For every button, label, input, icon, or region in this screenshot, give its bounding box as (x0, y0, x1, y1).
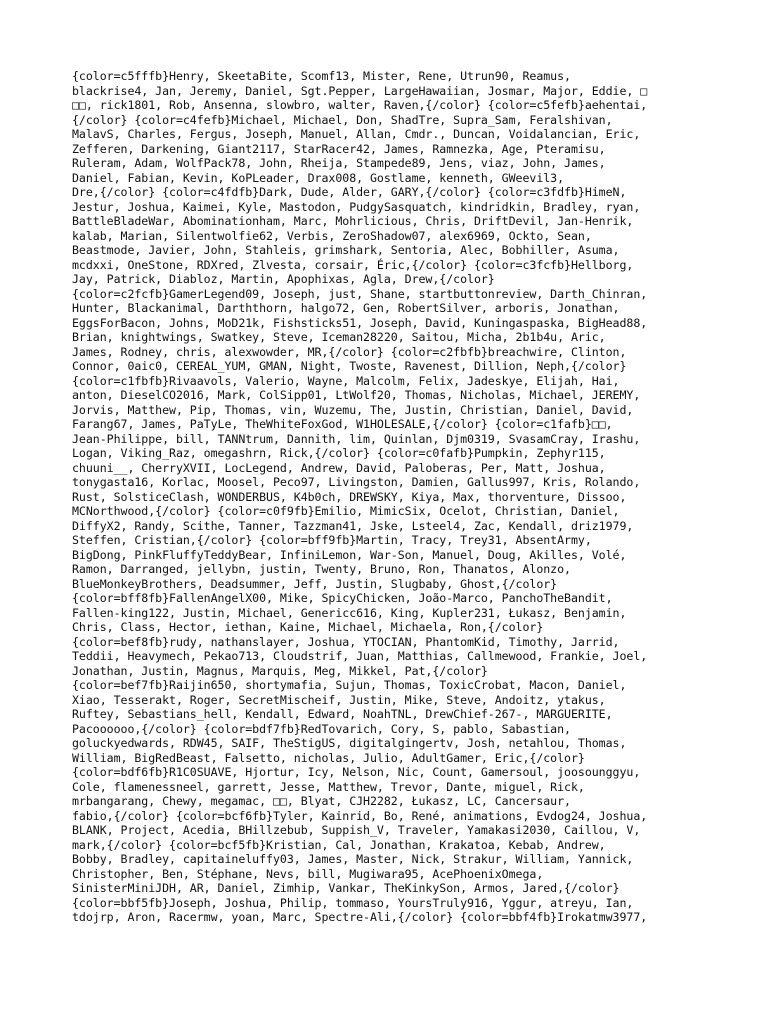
text-line: William, BigRedBeast, Falsetto, nicholas, Julio, AdultGamer, Eric,{/color} (72, 750, 585, 765)
text-line: Fallen-king122, Justin, Michael, Genericc616, King, Kupler231, Łukasz, Benjamin, (72, 605, 627, 620)
text-line: Christopher, Ben, Stéphane, Nevs, bill, Mugiwara95, AcePhoenixOmega, (72, 866, 544, 881)
text-line: BattleBladeWar, Abominationham, Marc, Mohrlicious, Chris, DriftDevil, Jan-Henrik, (72, 214, 634, 228)
text-line: chuuni__, CherryXVII, LocLegend, Andrew, David, Paloberas, Per, Matt, Joshua, (72, 460, 606, 475)
text-line: Jonathan, Justin, Magnus, Marquis, Meg, Mikkel, Pat,{/color} (72, 663, 488, 678)
text-line: {color=bef7fb}Raijin650, shortymafia, Sujun, Thomas, ToxicCrobat, Macon, Daniel, (72, 678, 627, 692)
text-line: BLANK, Project, Acedia, BHillzebub, Suppish_V, Traveler, Yamakasi2030, Caillou, V, (72, 823, 641, 837)
text-line: anton, DieselCO2016, Mark, ColSipp01, LtWolf20, Thomas, Nicholas, Michael, JEREMY, (72, 388, 641, 402)
text-line: {color=bdf6fb}R1C0SUAVE, Hjortur, Icy, Nelson, Nic, Count, Gamersoul, joosounggyu, (72, 765, 641, 779)
text-line: kalab, Marian, Silentwolfie62, Verbis, ZeroShadow07, alex6969, Ockto, Sean, (72, 228, 592, 243)
text-line: Dre,{/color} {color=c4fdfb}Dark, Dude, Alder, GARY,{/color} {color=c3fdfb}HimeN, (72, 185, 627, 199)
text-line: Steffen, Cristian,{/color} {color=bff9fb}Martin, Tracy, Trey31, AbsentArmy, (72, 533, 592, 547)
text-line: Jorvis, Matthew, Pip, Thomas, vin, Wuzemu, The, Justin, Christian, Daniel, David, (72, 402, 634, 417)
text-line: Rust, SolsticeClash, WONDERBUS, K4b0ch, DREWSKY, Kiya, Max, thorventure, Dissoo, (72, 489, 627, 504)
text-line: {color=bff8fb}FallenAngelX00, Mike, SpicyChicken, João-Marco, PanchoTheBandit, (72, 591, 613, 605)
text-line: Beastmode, Javier, John, Stahleis, grimshark, Sentoria, Alec, Bobhiller, Asuma, (72, 243, 620, 257)
text-line: SinisterMiniJDH, AR, Daniel, Zimhip, Vankar, TheKinkySon, Armos, Jared,{/color} (72, 881, 620, 895)
text-line: Xiao, Tesserakt, Roger, SecretMischeif, Justin, Mike, Steve, Andoitz, ytakus, (72, 692, 606, 707)
text-line: Farang67, James, PaTyLe, TheWhiteFoxGod, W1HOLESALE,{/color} {color=c1fafb}□□, (72, 417, 613, 431)
text-line: Jean-Philippe, bill, TANNtrum, Dannith, lim, Quinlan, Djm0319, SvasamCray, Irashu, (72, 431, 641, 446)
text-line: {color=c2fcfb}GamerLegend09, Joseph, just, Shane, startbuttonreview, Darth_Chinran, (72, 286, 648, 301)
text-line: Cole, flamenessneel, garrett, Jesse, Matthew, Trevor, Dante, miguel, Rick, (72, 779, 585, 794)
text-line: Ramon, Darranged, jellybn, justin, Twenty, Bruno, Ron, Thanatos, Alonzo, (72, 562, 571, 576)
text-line: BlueMonkeyBrothers, Deadsummer, Jeff, Justin, Slugbaby, Ghost,{/color} (72, 576, 558, 591)
text-line: Hunter, Blackanimal, Darththorn, halgo72, Gen, RobertSilver, arboris, Jonathan, (72, 301, 620, 315)
document-page (72, 69, 712, 925)
text-line: Brian, knightwings, Swatkey, Steve, Iceman28220, Saitou, Micha, 2b1b4u, Aric, (72, 330, 606, 344)
text-line: mcdxxi, OneStone, RDXred, Zlvesta, corsair, Éric,{/color} {color=c3fcfb}Hellborg, (72, 257, 634, 272)
text-line: {color=c5fffb}Henry, SkeetaBite, Scomf13, Mister, Rene, Utrun90, Reamus, (72, 69, 571, 83)
text-line: Jay, Patrick, Diabloz, Martin, Apophixas, Agla, Drew,{/color} (72, 272, 495, 286)
text-line: Zefferen, Darkening, Giant2117, StarRacer42, James, Ramnezka, Age, Pteramisu, (72, 141, 606, 156)
text-line: EggsForBacon, Johns, MoD21k, Fishsticks51, Joseph, David, Kuningaspaska, BigHead88, (72, 315, 648, 330)
text-line: MCNorthwood,{/color} {color=c0f9fb}Emilio, MimicSix, Ocelot, Christian, Daniel, (72, 504, 620, 518)
text-line: Ruftey, Sebastians_hell, Kendall, Edward, NoahTNL, DrewChief-267-, MARGUERITE, (72, 707, 613, 721)
text-line: Teddii, Heavymech, Pekao713, Cloudstrif, Juan, Matthias, Callmewood, Frankie, Joel, (72, 649, 648, 663)
text-line: Jestur, Joshua, Kaimei, Kyle, Mastodon, PudgySasquatch, kindridkin, Bradley, ryan, (72, 199, 641, 214)
text-line: fabio,{/color} {color=bcf6fb}Tyler, Kainrid, Bo, René, animations, Evdog24, Joshua, (72, 808, 648, 823)
text-line: tdojrp, Aron, Racermw, yoan, Marc, Spectre-Ali,{/color} {color=bbf4fb}Irokatmw3977, (72, 910, 648, 924)
text-line: BigDong, PinkFluffyTeddyBear, InfiniLemon, War-Son, Manuel, Doug, Akilles, Volé, (72, 547, 627, 562)
text-line: □□, rick1801, Rob, Ansenna, slowbro, walter, Raven,{/color} {color=c5fefb}aehentai, (72, 98, 648, 112)
text-line: DiffyX2, Randy, Scithe, Tanner, Tazzman41, Jske, Lsteel4, Zac, Kendall, driz1979, (72, 518, 634, 533)
text-line: {color=bef8fb}rudy, nathanslayer, Joshua, YTOCIAN, PhantomKid, Timothy, Jarrid, (72, 634, 620, 649)
text-line: MalavS, Charles, Fergus, Joseph, Manuel, Allan, Cmdr., Duncan, Voidalancian, Eric, (72, 127, 641, 141)
text-line: Bobby, Bradley, capitaineluffy03, James, Master, Nick, Strakur, William, Yannick, (72, 852, 634, 866)
text-line: Daniel, Fabian, Kevin, KoPLeader, Drax008, Gostlame, kenneth, GWeevil3, (72, 170, 565, 185)
text-line: tonygasta16, Korlac, Moosel, Peco97, Livingston, Damien, Gallus997, Kris, Rolando, (72, 475, 641, 489)
text-line: Chris, Class, Hector, iethan, Kaine, Michael, Michaela, Ron,{/color} (72, 620, 544, 634)
text-line: Logan, Viking_Raz, omegashrn, Rick,{/color} {color=c0fafb}Pumpkin, Zephyr115, (72, 446, 606, 460)
text-line: James, Rodney, chris, alexwowder, MR,{/color} {color=c2fbfb}breachwire, Clinton, (72, 344, 627, 359)
text-line: blackrise4, Jan, Jeremy, Daniel, Sgt.Pepper, LargeHawaiian, Josmar, Major, Eddie, □ (72, 83, 648, 98)
text-line: mrbangarang, Chewy, megamac, □□, Blyat, CJH2282, Łukasz, LC, Cancersaur, (72, 794, 571, 808)
text-line: {/color} {color=c4fefb}Michael, Michael, Don, ShadTre, Supra_Sam, Feralshivan, (72, 112, 613, 127)
text-line: {color=c1fbfb}Rivaavols, Valerio, Wayne, Malcolm, Felix, Jadeskye, Elijah, Hai, (72, 373, 620, 388)
text-line: Pacoooooo,{/color} {color=bdf7fb}RedTovarich, Cory, S, pablo, Sabastian, (72, 721, 571, 736)
text-line: Ruleram, Adam, WolfPack78, John, Rheija, Stampede89, Jens, viaz, John, James, (72, 156, 606, 170)
text-line: goluckyedwards, RDW45, SAIF, TheStigUS, digitalgingertv, Josh, netahlou, Thomas, (72, 736, 627, 750)
text-line: {color=bbf5fb}Joseph, Joshua, Philip, tommaso, YoursTruly916, Yggur, atreyu, Ian, (72, 895, 634, 910)
text-line: Connor, 0aic0, CEREAL_YUM, GMAN, Night, Twoste, Ravenest, Dillion, Neph,{/color} (72, 359, 627, 373)
text-line: mark,{/color} {color=bcf5fb}Kristian, Cal, Jonathan, Krakatoa, Kebab, Andrew, (72, 837, 606, 852)
